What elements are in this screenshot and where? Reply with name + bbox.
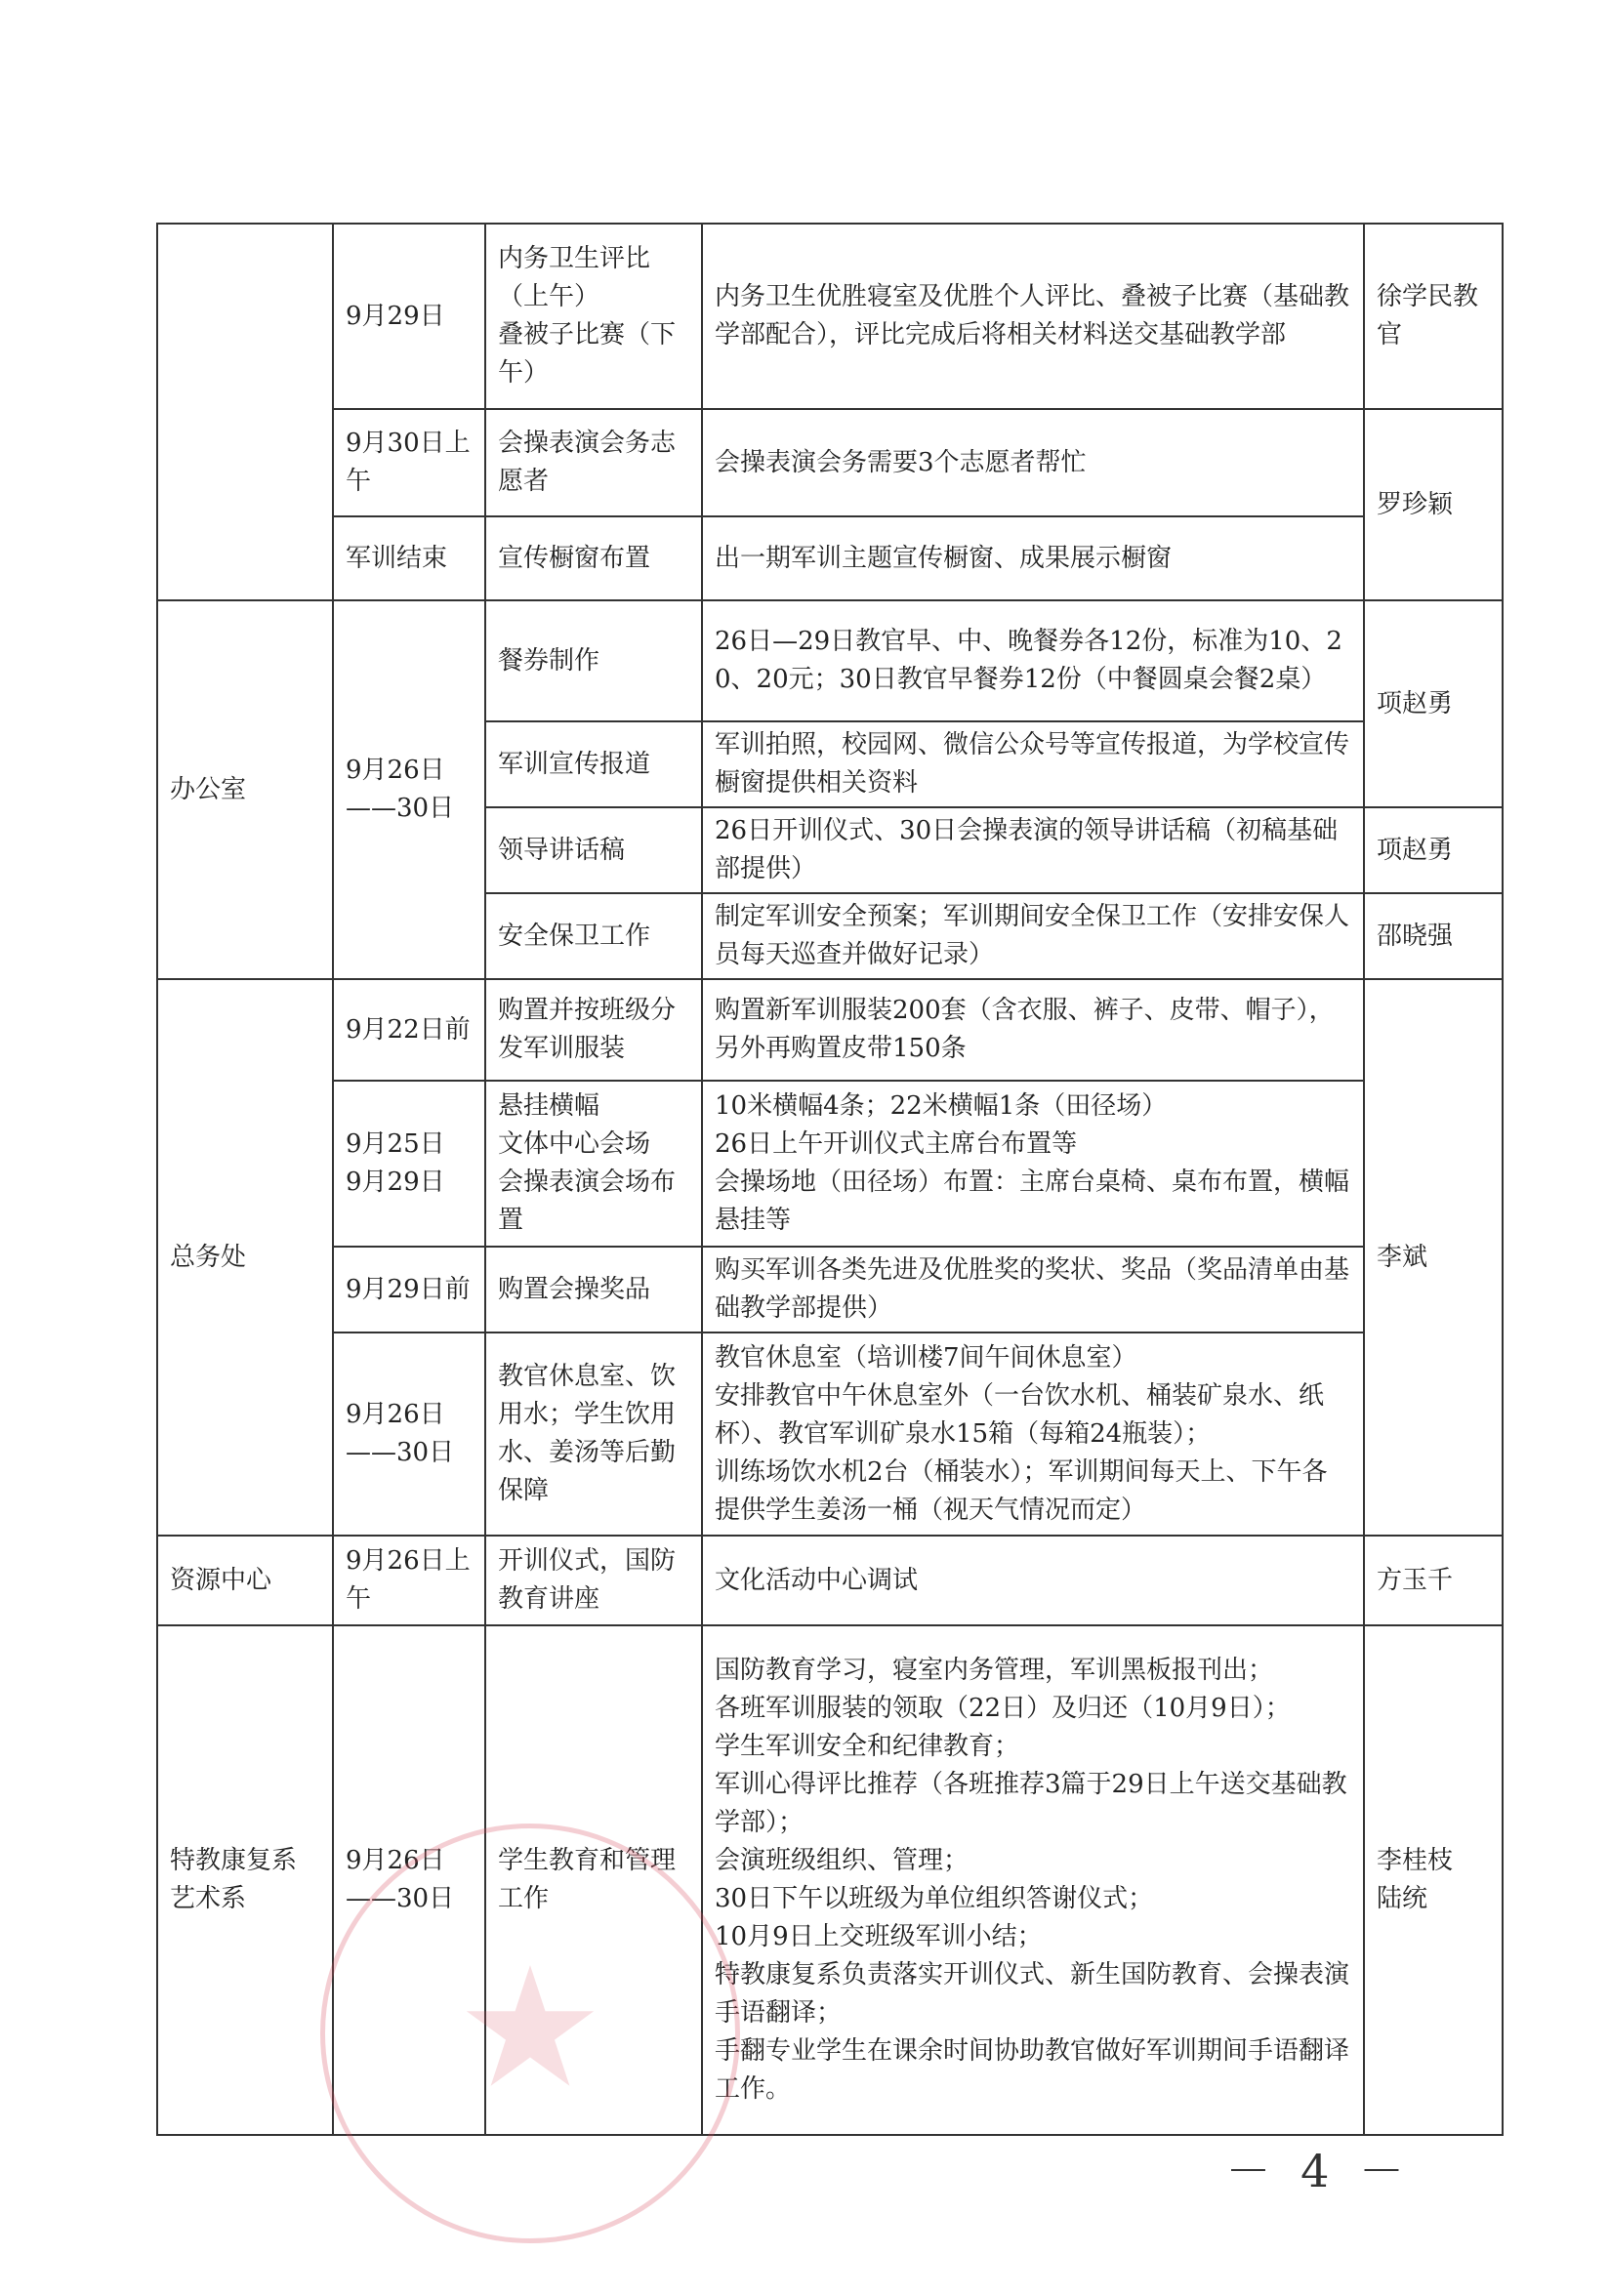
detail-cell: 出一期军训主题宣传橱窗、成果展示橱窗 — [702, 516, 1364, 600]
person-cell: 项赵勇 — [1364, 600, 1503, 807]
date-cell: 9月29日 — [333, 224, 485, 409]
date-cell: 9月26日 ——30日 — [333, 1332, 485, 1536]
detail-cell: 文化活动中心调试 — [702, 1536, 1364, 1625]
date-cell: 9月26日上午 — [333, 1536, 485, 1625]
table-row — [157, 1247, 1503, 1332]
detail-cell: 内务卫生优胜寝室及优胜个人评比、叠被子比赛（基础教学部配合），评比完成后将相关材料送交基础教学部 — [702, 224, 1364, 409]
date-cell: 9月22日前 — [333, 979, 485, 1081]
date-cell: 9月30日上午 — [333, 409, 485, 516]
task-cell: 领导讲话稿 — [485, 807, 702, 893]
detail-cell: 购置新军训服装200套（含衣服、裤子、皮带、帽子），另外再购置皮带150条 — [702, 979, 1364, 1081]
detail-cell: 26日开训仪式、30日会操表演的领导讲话稿（初稿基础部提供） — [702, 807, 1364, 893]
date-cell: 9月29日前 — [333, 1247, 485, 1332]
table-row — [157, 409, 1503, 516]
seal-star-icon: ★ — [455, 1932, 605, 2125]
table-row — [157, 979, 1503, 1081]
table-row — [157, 1625, 1503, 2135]
table-row — [157, 600, 1503, 721]
task-cell: 安全保卫工作 — [485, 893, 702, 979]
task-cell: 内务卫生评比（上午） 叠被子比赛（下午） — [485, 224, 702, 409]
task-cell: 悬挂横幅 文体中心会场 会操表演会场布置 — [485, 1081, 702, 1247]
detail-cell: 10米横幅4条；22米横幅1条（田径场） 26日上午开训仪式主席台布置等 会操场地（田径场）布置：主席台桌椅、桌布布置，横幅悬挂等 — [702, 1081, 1364, 1247]
table-row — [157, 1081, 1503, 1247]
person-cell: 徐学民教官 — [1364, 224, 1503, 409]
table-row — [157, 1332, 1503, 1536]
dept-cell — [157, 224, 333, 600]
date-cell: 9月26日 ——30日 — [333, 600, 485, 979]
detail-cell: 军训拍照，校园网、微信公众号等宣传报道，为学校宣传橱窗提供相关资料 — [702, 721, 1364, 807]
date-cell: 9月25日 9月29日 — [333, 1081, 485, 1247]
task-cell: 餐券制作 — [485, 600, 702, 721]
detail-cell: 教官休息室（培训楼7间午间休息室） 安排教官中午休息室外（一台饮水机、桶装矿泉水、纸杯）、教官军训矿泉水15箱（每箱24瓶装）； 训练场饮水机2台（桶装水）；军训期间每天上、下午各提供学生姜汤一桶（视天气情况而定） — [702, 1332, 1364, 1536]
table-row — [157, 1536, 1503, 1625]
detail-cell: 购买军训各类先进及优胜奖的奖状、奖品（奖品清单由基础教学部提供） — [702, 1247, 1364, 1332]
dept-cell: 特教康复系 艺术系 — [157, 1625, 333, 2135]
detail-cell: 26日—29日教官早、中、晚餐券各12份，标准为10、20、20元；30日教官早餐券12份（中餐圆桌会餐2桌） — [702, 600, 1364, 721]
task-cell: 军训宣传报道 — [485, 721, 702, 807]
detail-cell: 制定军训安全预案；军训期间安全保卫工作（安排安保人员每天巡查并做好记录） — [702, 893, 1364, 979]
detail-cell: 国防教育学习，寝室内务管理，军训黑板报刊出； 各班军训服装的领取（22日）及归还（10月9日）； 学生军训安全和纪律教育； 军训心得评比推荐（各班推荐3篇于29日上午送交基础教学部）； 会演班级组织、管理； 30日下午以班级为单位组织答谢仪式； 10月9日上交班级军训小结； 特教康复系负责落实开训仪式、新生国防教育、会操表演手语翻译； 手翻专业学生在课余时间协助教官做好军训期间手语翻译工作。 — [702, 1625, 1364, 2135]
date-cell: 军训结束 — [333, 516, 485, 600]
task-cell: 教官休息室、饮用水；学生饮用水、姜汤等后勤保障 — [485, 1332, 702, 1536]
dept-cell: 办公室 — [157, 600, 333, 979]
task-cell: 购置会操奖品 — [485, 1247, 702, 1332]
task-cell: 宣传橱窗布置 — [485, 516, 702, 600]
person-cell: 项赵勇 — [1364, 807, 1503, 893]
detail-cell: 会操表演会务需要3个志愿者帮忙 — [702, 409, 1364, 516]
person-cell: 罗珍颖 — [1364, 409, 1503, 600]
date-cell: 9月26日 ——30日 — [333, 1625, 485, 2135]
dept-cell: 总务处 — [157, 979, 333, 1536]
person-cell: 李桂枝 陆统 — [1364, 1625, 1503, 2135]
task-cell: 会操表演会务志愿者 — [485, 409, 702, 516]
task-cell: 开训仪式，国防教育讲座 — [485, 1536, 702, 1625]
dept-cell: 资源中心 — [157, 1536, 333, 1625]
person-cell: 邵晓强 — [1364, 893, 1503, 979]
table-row — [157, 516, 1503, 600]
person-cell: 方玉千 — [1364, 1536, 1503, 1625]
page-number: － 4 － — [1225, 2145, 1412, 2197]
table-row — [157, 224, 1503, 409]
schedule-table — [156, 223, 1504, 2136]
person-cell: 李斌 — [1364, 979, 1503, 1536]
task-cell: 购置并按班级分发军训服装 — [485, 979, 702, 1081]
task-cell: 学生教育和管理工作 — [485, 1625, 702, 2135]
